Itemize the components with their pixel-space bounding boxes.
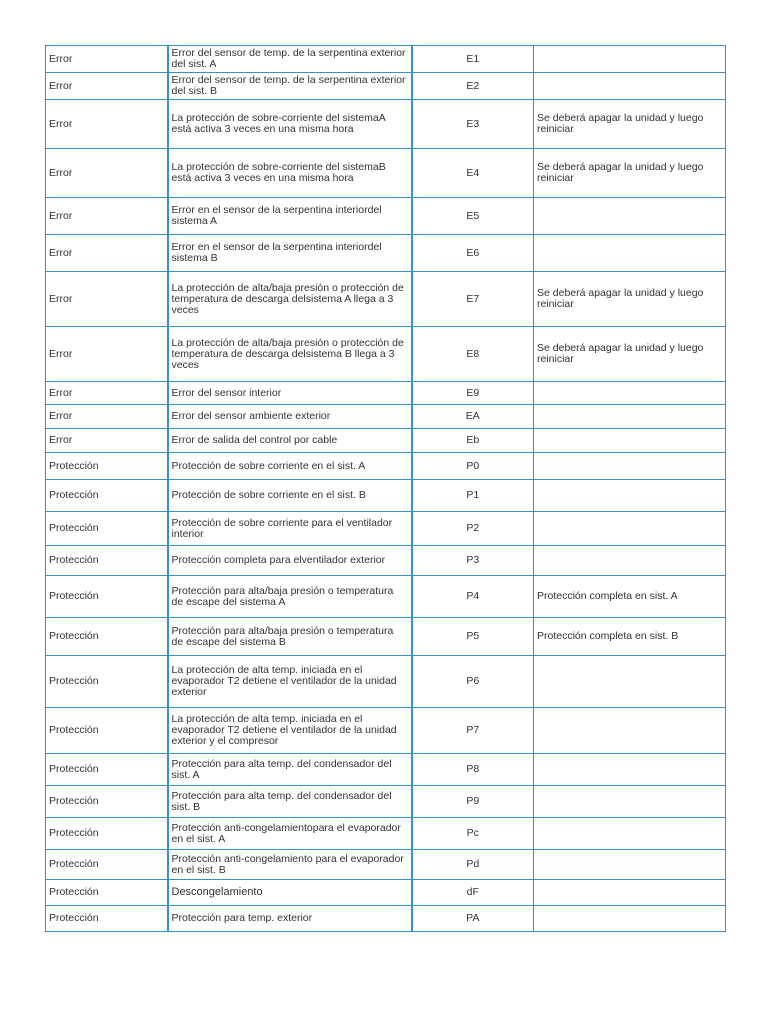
row-description: Error en el sensor de la serpentina interiordel sistema A — [168, 198, 412, 235]
row-type: Error — [46, 327, 168, 382]
row-code: P0 — [412, 453, 534, 480]
row-note — [534, 46, 726, 73]
table-row — [46, 850, 726, 880]
row-type: Protección — [46, 818, 168, 850]
row-note — [534, 405, 726, 429]
row-description: Error de salida del control por cable — [168, 429, 412, 453]
row-note — [534, 512, 726, 546]
table-row — [46, 818, 726, 850]
row-note: Protección completa en sist. A — [534, 576, 726, 618]
table-row — [46, 754, 726, 786]
row-type: Error — [46, 272, 168, 327]
row-note — [534, 656, 726, 708]
table-row — [46, 786, 726, 818]
table-row — [46, 880, 726, 906]
table-row — [46, 453, 726, 480]
row-description: Protección para alta temp. del condensador del sist. B — [168, 786, 412, 818]
row-note — [534, 786, 726, 818]
row-description: Error del sensor de temp. de la serpentina exterior del sist. A — [168, 46, 412, 73]
row-code: E7 — [412, 272, 534, 327]
row-note — [534, 382, 726, 405]
row-code: Eb — [412, 429, 534, 453]
row-note — [534, 818, 726, 850]
row-type: Error — [46, 198, 168, 235]
row-note: Se deberá apagar la unidad y luego reiniciar — [534, 100, 726, 149]
row-type: Error — [46, 149, 168, 198]
row-note: Se deberá apagar la unidad y luego reiniciar — [534, 327, 726, 382]
table-row — [46, 272, 726, 327]
row-code: E2 — [412, 73, 534, 100]
row-type: Protección — [46, 512, 168, 546]
row-description: La protección de alta temp. iniciada en el evaporador T2 detiene el ventilador de la unidad exterior y el compresor — [168, 708, 412, 754]
row-code: E9 — [412, 382, 534, 405]
row-code: P3 — [412, 546, 534, 576]
row-type: Error — [46, 73, 168, 100]
error-code-table-body — [46, 46, 726, 932]
row-description: Protección anti-congelamiento para el evaporador en el sist. B — [168, 850, 412, 880]
row-note — [534, 850, 726, 880]
row-note — [534, 198, 726, 235]
row-type: Protección — [46, 480, 168, 512]
table-row — [46, 46, 726, 73]
error-code-table — [45, 45, 726, 932]
table-row — [46, 656, 726, 708]
row-description: La protección de sobre-corriente del sistemaB está activa 3 veces en una misma hora — [168, 149, 412, 198]
row-note — [534, 480, 726, 512]
row-code: P8 — [412, 754, 534, 786]
table-row — [46, 235, 726, 272]
row-code: P9 — [412, 786, 534, 818]
row-code: Pc — [412, 818, 534, 850]
table-row — [46, 512, 726, 546]
row-code: EA — [412, 405, 534, 429]
row-description: Descongelamiento — [168, 880, 412, 906]
row-description: Protección para temp. exterior — [168, 906, 412, 932]
row-code: E3 — [412, 100, 534, 149]
row-note — [534, 754, 726, 786]
row-description: Error del sensor interior — [168, 382, 412, 405]
row-code: P4 — [412, 576, 534, 618]
table-row — [46, 149, 726, 198]
row-description: Protección para alta temp. del condensador del sist. A — [168, 754, 412, 786]
row-note — [534, 73, 726, 100]
row-code: E8 — [412, 327, 534, 382]
row-code: PA — [412, 906, 534, 932]
row-type: Error — [46, 382, 168, 405]
row-code: dF — [412, 880, 534, 906]
row-type: Protección — [46, 850, 168, 880]
row-type: Protección — [46, 453, 168, 480]
row-code: P7 — [412, 708, 534, 754]
row-description: La protección de alta/baja presión o protección de temperatura de descarga delsistema B llega a 3 veces — [168, 327, 412, 382]
row-description: Protección anti-congelamientopara el evaporador en el sist. A — [168, 818, 412, 850]
table-row — [46, 546, 726, 576]
row-code: P6 — [412, 656, 534, 708]
table-row — [46, 198, 726, 235]
table-row — [46, 382, 726, 405]
row-type: Error — [46, 405, 168, 429]
row-note — [534, 880, 726, 906]
row-code: E4 — [412, 149, 534, 198]
row-type: Protección — [46, 786, 168, 818]
row-description: Protección para alta/baja presión o temperatura de escape del sistema A — [168, 576, 412, 618]
row-description: La protección de alta temp. iniciada en el evaporador T2 detiene el ventilador de la unidad exterior — [168, 656, 412, 708]
table-row — [46, 906, 726, 932]
row-description: Error del sensor de temp. de la serpentina exterior del sist. B — [168, 73, 412, 100]
row-description: Protección de sobre corriente para el ventilador interior — [168, 512, 412, 546]
row-type: Protección — [46, 906, 168, 932]
row-note: Protección completa en sist. B — [534, 618, 726, 656]
table-row — [46, 618, 726, 656]
row-type: Error — [46, 429, 168, 453]
row-note — [534, 453, 726, 480]
row-type: Error — [46, 46, 168, 73]
row-description: Protección de sobre corriente en el sist. A — [168, 453, 412, 480]
row-note: Se deberá apagar la unidad y luego reiniciar — [534, 149, 726, 198]
row-type: Protección — [46, 546, 168, 576]
row-type: Error — [46, 235, 168, 272]
row-description: Error del sensor ambiente exterior — [168, 405, 412, 429]
row-description: La protección de sobre-corriente del sistemaA está activa 3 veces en una misma hora — [168, 100, 412, 149]
row-code: P5 — [412, 618, 534, 656]
table-row — [46, 327, 726, 382]
row-code: E6 — [412, 235, 534, 272]
row-type: Protección — [46, 576, 168, 618]
row-note — [534, 906, 726, 932]
row-type: Protección — [46, 656, 168, 708]
row-note — [534, 708, 726, 754]
row-code: P2 — [412, 512, 534, 546]
row-note — [534, 235, 726, 272]
row-type: Protección — [46, 618, 168, 656]
table-row — [46, 100, 726, 149]
row-description: La protección de alta/baja presión o protección de temperatura de descarga delsistema A llega a 3 veces — [168, 272, 412, 327]
table-row — [46, 73, 726, 100]
row-code: E5 — [412, 198, 534, 235]
table-row — [46, 576, 726, 618]
row-code: Pd — [412, 850, 534, 880]
row-description: Protección de sobre corriente en el sist. B — [168, 480, 412, 512]
table-row — [46, 405, 726, 429]
row-type: Protección — [46, 708, 168, 754]
row-note — [534, 546, 726, 576]
row-code: E1 — [412, 46, 534, 73]
table-row — [46, 480, 726, 512]
table-row — [46, 429, 726, 453]
row-description: Protección para alta/baja presión o temperatura de escape del sistema B — [168, 618, 412, 656]
row-note — [534, 429, 726, 453]
row-type: Protección — [46, 880, 168, 906]
row-code: P1 — [412, 480, 534, 512]
row-type: Protección — [46, 754, 168, 786]
table-row — [46, 708, 726, 754]
row-description: Protección completa para elventilador exterior — [168, 546, 412, 576]
row-type: Error — [46, 100, 168, 149]
row-note: Se deberá apagar la unidad y luego reiniciar — [534, 272, 726, 327]
row-description: Error en el sensor de la serpentina interiordel sistema B — [168, 235, 412, 272]
